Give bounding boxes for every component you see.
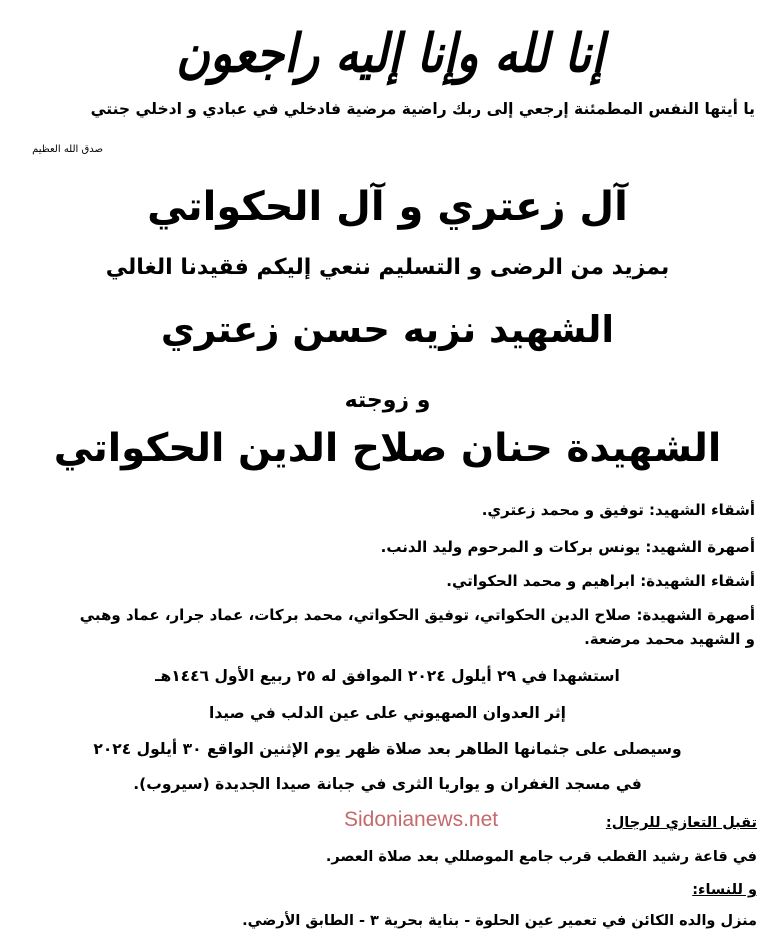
women-condolences-label: و للنساء: <box>692 882 757 898</box>
cause-of-death: إثر العدوان الصهيوني على عين الدلب في صيدا <box>209 704 566 722</box>
men-condolences-location: في قاعة رشيد القطب قرب جامع الموصللي بعد صلاة العصر. <box>325 849 757 865</box>
and-wife-label: و زوجته <box>344 388 431 413</box>
in-laws-of-wife-line2: و الشهيد محمد مرضعة. <box>584 630 755 648</box>
men-condolences-label: تقبل التعازي للرجال: <box>605 815 757 831</box>
funeral-prayer: وسيصلى على جثمانها الطاهر بعد صلاة ظهر يوم الإثنين الواقع ٣٠ أيلول ٢٠٢٤ <box>93 740 682 758</box>
brothers-of-martyr: أشقاء الشهيد: توفيق و محمد زعتري. <box>481 501 755 519</box>
in-laws-of-martyr: أصهرة الشهيد: يونس بركات و المرحوم وليد الدنب. <box>380 538 755 556</box>
quran-verse: يا أيتها النفس المطمئنة إرجعي إلى ربك راضية مرضية فادخلي في عبادي و ادخلي جنتي <box>90 100 755 118</box>
family-title: آل زعتري و آل الحكواتي <box>147 184 628 230</box>
watermark: Sidonianews.net <box>344 808 499 831</box>
calligraphy-text: إنا لله وإنا إليه راجعون <box>176 21 604 85</box>
verse-source: صدق الله العظيم <box>32 144 103 155</box>
women-condolences-location: منزل والده الكائن في تعمير عين الحلوة - بناية بحرية ٣ - الطابق الأرضي. <box>242 913 757 929</box>
wife-name: الشهيدة حنان صلاح الدين الحكواتي <box>53 426 722 471</box>
brothers-of-wife: أشقاء الشهيدة: ابراهيم و محمد الحكواتي. <box>446 572 755 590</box>
burial-details: في مسجد الغفران و يواريا الثرى في جبانة صيدا الجديدة (سيروب). <box>133 775 642 793</box>
martyr-name: الشهيد نزيه حسن زعتري <box>160 308 615 351</box>
in-laws-of-wife-line1: أصهرة الشهيدة: صلاح الدين الحكواتي، توفيق الحكواتي، محمد بركات، عماد جرار، عماد وهبي <box>79 606 755 624</box>
announcement-intro: بمزيد من الرضى و التسليم ننعي إليكم فقيدنا الغالي <box>105 255 670 280</box>
calligraphy-heading <box>170 14 610 92</box>
martyrdom-date: استشهدا في ٢٩ أيلول ٢٠٢٤ الموافق له ٢٥ ربيع الأول ١٤٤٦هـ <box>155 667 620 685</box>
